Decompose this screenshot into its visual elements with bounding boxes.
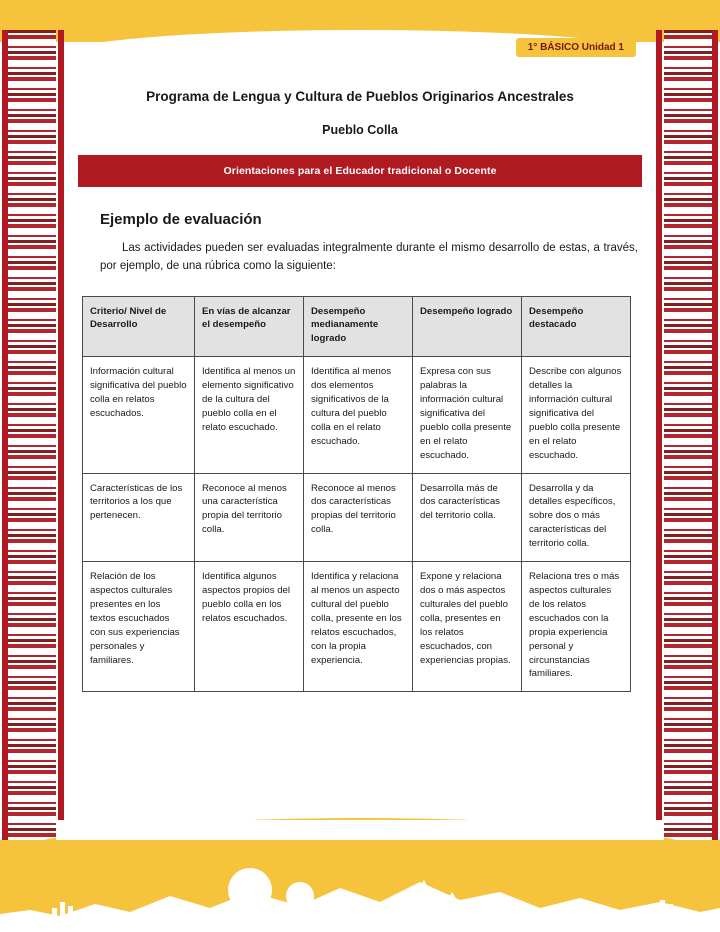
cell-criterio: Información cultural significativa del pueblo colla en relatos escuchados. bbox=[83, 357, 195, 473]
left-ethnic-ribbon bbox=[8, 30, 56, 840]
right-ethnic-ribbon bbox=[664, 30, 712, 840]
ribbon-edge-right-inner bbox=[656, 30, 662, 840]
bottom-yellow-band bbox=[0, 840, 720, 932]
orientation-banner: Orientaciones para el Educador tradicional o Docente bbox=[78, 155, 642, 187]
table-header-row bbox=[83, 296, 631, 357]
cell-en-vias: Identifica algunos aspectos propios del pueblo colla en los relatos escuchados. bbox=[195, 562, 304, 692]
ribbon-edge-right-outer bbox=[712, 30, 718, 840]
column-header-medianamente: Desempeño medianamente logrado bbox=[304, 296, 413, 357]
intro-paragraph bbox=[100, 240, 638, 276]
document-title: Programa de Lengua y Cultura de Pueblos Originarios Ancestrales bbox=[146, 89, 574, 104]
column-header-en-vias: En vías de alcanzar el desempeño bbox=[195, 296, 304, 357]
document-subtitle: Pueblo Colla bbox=[322, 122, 398, 137]
cell-en-vias: Identifica al menos un elemento significativo de la cultura del pueblo colla en el relato escuchado. bbox=[195, 357, 304, 473]
cell-en-vias: Reconoce al menos una característica propia del territorio colla. bbox=[195, 473, 304, 562]
cell-medianamente: Identifica al menos dos elementos significativos de la cultura del pueblo colla en el relato escuchado. bbox=[304, 357, 413, 473]
table-row bbox=[83, 357, 631, 473]
cell-medianamente: Reconoce al menos dos características propias del territorio colla. bbox=[304, 473, 413, 562]
cell-logrado: Desarrolla más de dos características del territorio colla. bbox=[413, 473, 522, 562]
table-row bbox=[83, 562, 631, 692]
cell-logrado: Expresa con sus palabras la información cultural significativa del pueblo colla presente en el relato escuchado. bbox=[413, 357, 522, 473]
landscape-silhouette-icon bbox=[0, 852, 720, 932]
cell-destacado: Relaciona tres o más aspectos culturales de los relatos escuchados con la propia experiencia personal y circunstancias familiares. bbox=[522, 562, 631, 692]
ribbon-edge-left-inner bbox=[58, 30, 64, 840]
column-header-destacado: Desempeño destacado bbox=[522, 296, 631, 357]
rubric-table bbox=[82, 296, 631, 693]
section-title: Ejemplo de evaluación bbox=[100, 210, 262, 228]
bottom-white-cap bbox=[56, 820, 664, 840]
intro-text: Las actividades pueden ser evaluadas integralmente durante el mismo desarrollo de estas, a través, por ejemplo, de una rúbrica como la siguiente: bbox=[100, 241, 638, 272]
cell-medianamente: Identifica y relaciona al menos un aspecto cultural del pueblo colla, presente en los relatos escuchados, con la propia experiencia. bbox=[304, 562, 413, 692]
ribbon-edge-left-outer bbox=[2, 30, 8, 840]
cell-criterio: Características de los territorios a los que pertenecen. bbox=[83, 473, 195, 562]
column-header-criterio: Criterio/ Nivel de Desarrollo bbox=[83, 296, 195, 357]
cell-criterio: Relación de los aspectos culturales presentes en los textos escuchados con sus experiencias personales y familiares. bbox=[83, 562, 195, 692]
cell-destacado: Describe con algunos detalles la información cultural significativa del pueblo colla presente en el relato escuchado. bbox=[522, 357, 631, 473]
cell-destacado: Desarrolla y da detalles específicos, sobre dos o más características del territorio colla. bbox=[522, 473, 631, 562]
table-row bbox=[83, 473, 631, 562]
document-content bbox=[78, 70, 642, 822]
unit-badge: 1° BÁSICO Unidad 1 bbox=[516, 38, 636, 57]
cell-logrado: Expone y relaciona dos o más aspectos culturales del pueblo colla, presentes en los relatos escuchados, con experiencias propias. bbox=[413, 562, 522, 692]
column-header-logrado: Desempeño logrado bbox=[413, 296, 522, 357]
